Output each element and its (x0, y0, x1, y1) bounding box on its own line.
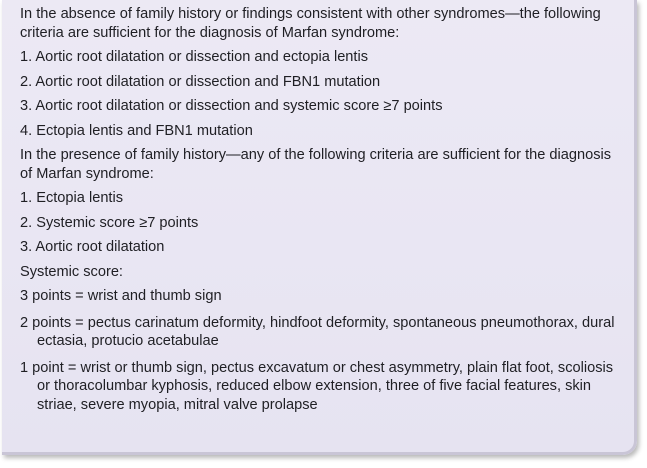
intro-with-family: In the presence of family history—any of the following criteria are sufficient for the diagnosis of Marfan syndrome: (20, 147, 612, 182)
family-criterion-1: 1. Ectopia lentis (20, 190, 124, 206)
criterion-1: 1. Aortic root dilatation or dissection and ectopia lentis (20, 49, 369, 65)
criterion-4: 4. Ectopia lentis and FBN1 mutation (20, 122, 253, 139)
criteria-box (2, 0, 637, 455)
intro-without-family: In the absence of family history or findings consistent with other syndromes—the following criteria are sufficient for the diagnosis of Marfan syndrome: (20, 6, 601, 41)
systemic-3-points: 3 points = wrist and thumb sign (20, 288, 222, 304)
systemic-1-point: 1 point = wrist or thumb sign, pectus excavatum or chest asymmetry, plain flat foot, scoliosis or thoracolumbar kyphosis, reduced elbow extension, three of five facial features, skin striae, severe myopia, mitral valve prolapse (20, 359, 614, 413)
systemic-2-points: 2 points = pectus carinatum deformity, hindfoot deformity, spontaneous pneumothorax, dural ectasia, protucio acetabulae (20, 314, 615, 349)
family-criterion-3: 3. Aortic root dilatation (20, 239, 165, 255)
criteria-content (20, 5, 620, 414)
criterion-2: 2. Aortic root dilatation or dissection and FBN1 mutation (20, 73, 381, 90)
family-criterion-2: 2. Systemic score ≥7 points (20, 214, 199, 231)
systemic-score-heading: Systemic score: (20, 263, 123, 280)
criterion-3: 3. Aortic root dilatation or dissection and systemic score ≥7 points (20, 98, 443, 114)
